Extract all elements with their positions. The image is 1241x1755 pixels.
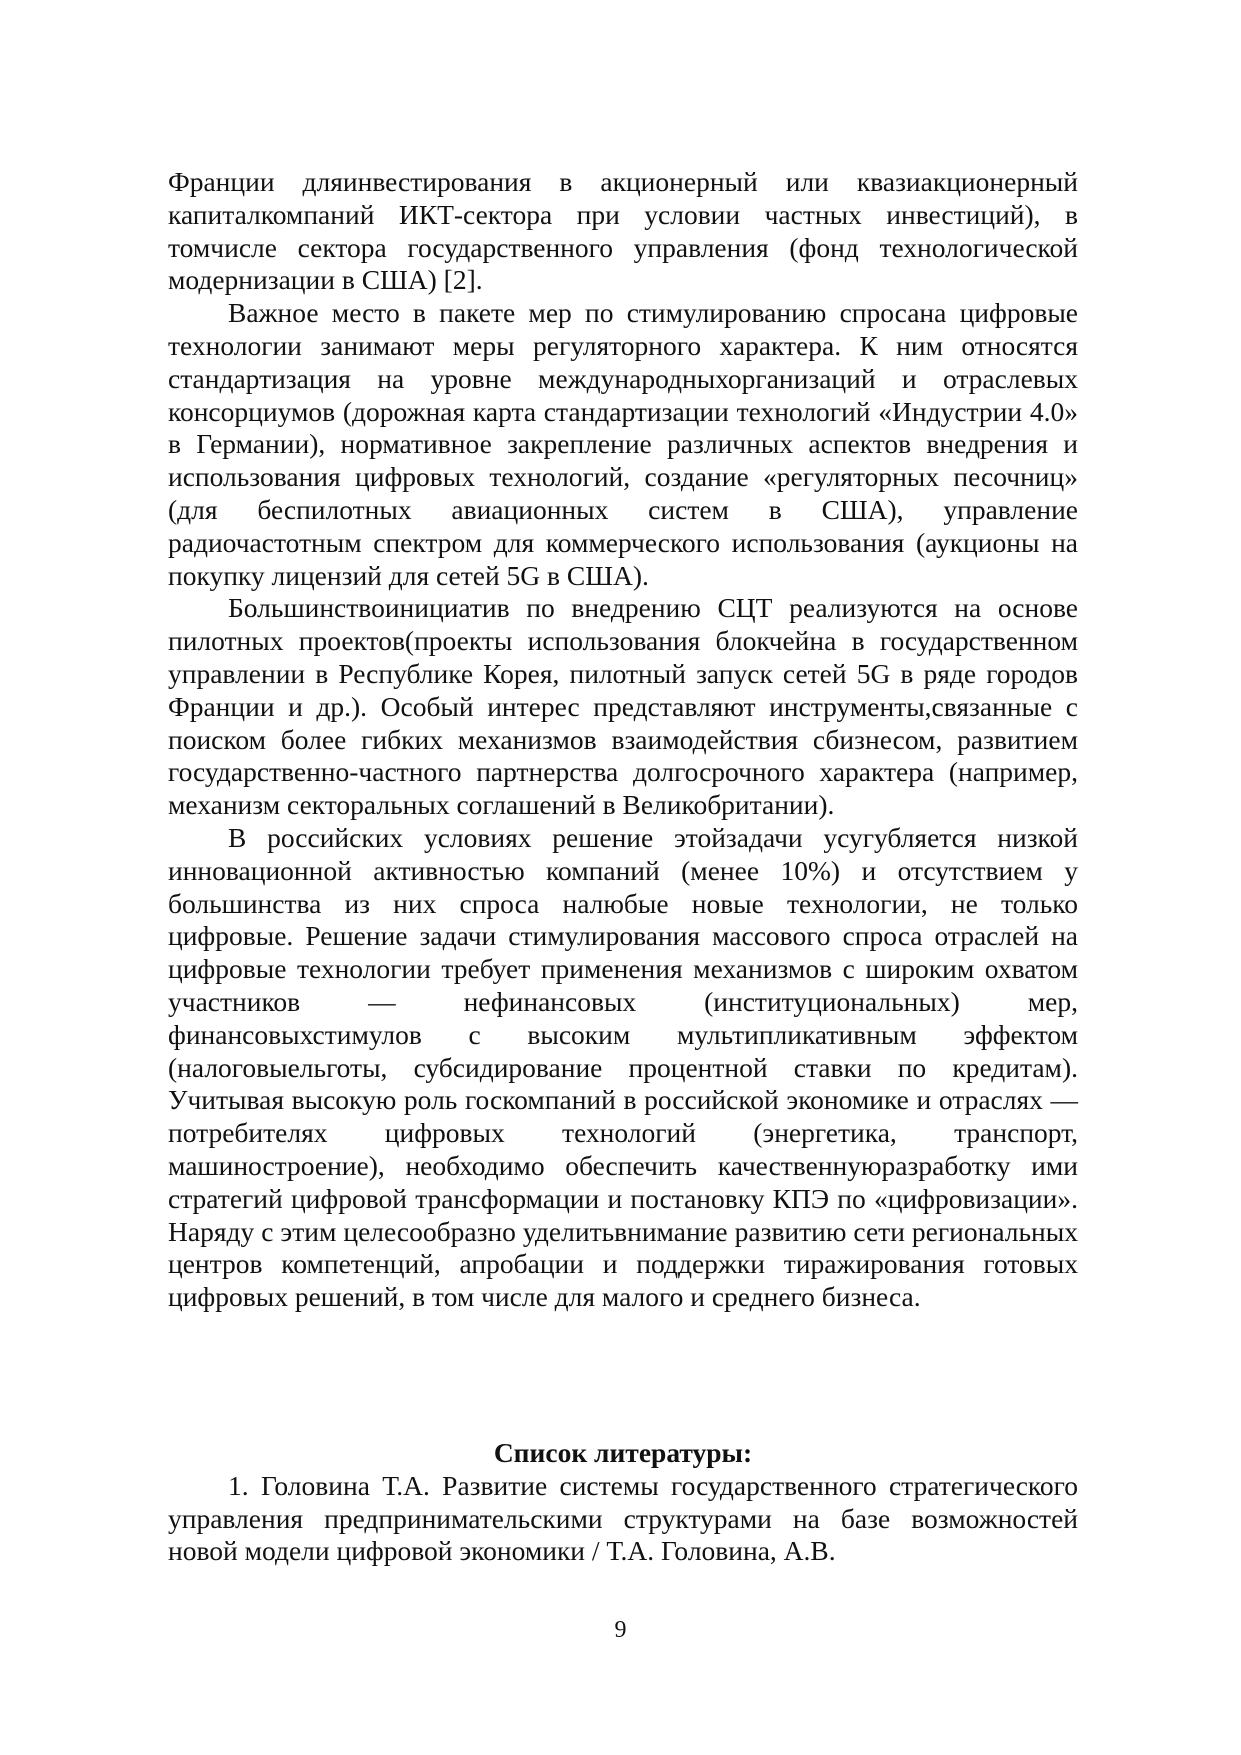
- reference-item: 1. Головина Т.А. Развитие системы государственного стратегического управления предпринимательскими структурами на базе возможностей новой модели цифровой экономики / Т.А. Головина, А.В.: [168, 1469, 1078, 1567]
- references-title: Список литературы:: [493, 1437, 753, 1468]
- paragraph-regulatory-measures: Важное место в пакете мер по стимулированию спросана цифровые технологии занимают меры регуляторного характера. К ним относятся стандартизация на уровне международныхорганизаций и отраслевых консорциумов (дорожная карта стандартизации технологий «Индустрии 4.0» в Германии), нормативное закрепление различных аспектов внедрения и использования цифровых технологий, создание «регуляторных песочниц» (для беспилотных авиационных систем в США), управление радиочастотным спектром для коммерческого использования (аукционы на покупку лицензий для сетей 5G в США).: [168, 297, 1078, 591]
- paragraph-russian-conditions: В российских условиях решение этойзадачи усугубляется низкой инновационной активностью компаний (менее 10%) и отсутствием у большинства из них спроса налюбые новые технологии, не только цифровые. Решение задачи стимулирования массового спроса отраслей на цифровые технологии требует применения механизмов с широким охватом участников — нефинансовых (институциональных) мер, финансовыхстимулов с высоким мультипликативным эффектом (налоговыельготы, субсидирование процентной ставки по кредитам). Учитывая высокую роль госкомпаний в российской экономике и отраслях — потребителях цифровых технологий (энергетика, транспорт, машиностроение), необходимо обеспечить качественнуюразработку ими стратегий цифровой трансформации и постановку КПЭ по «цифровизации». Наряду с этим целесообразно уделитьвнимание развитию сети региональных центров компетенций, апробации и поддержки тиражирования готовых цифровых решений, в том числе для малого и среднего бизнеса.: [168, 821, 1078, 1313]
- references-section: [168, 1437, 1078, 1568]
- document-body: [168, 166, 1078, 1314]
- paragraph-pilot-projects: Большинствоинициатив по внедрению СЦТ реализуются на основе пилотных проектов(проекты использования блокчейна в государственном управлении в Республике Корея, пилотный запуск сетей 5G в ряде городов Франции и др.). Особый интерес представляют инструменты,связанные с поиском более гибких механизмов взаимодействия сбизнесом, развитием государственно-частного партнерства долгосрочного характера (например, механизм секторальных соглашений в Великобритании).: [168, 592, 1078, 821]
- page-number: 9: [614, 1617, 627, 1643]
- paragraph-continuation: Франции дляинвестирования в акционерный или квазиакционерный капиталкомпаний ИКТ-сектора при условии частных инвестиций), в томчисле сектора государственного управления (фонд технологической модернизации в США) [2].: [168, 166, 1078, 296]
